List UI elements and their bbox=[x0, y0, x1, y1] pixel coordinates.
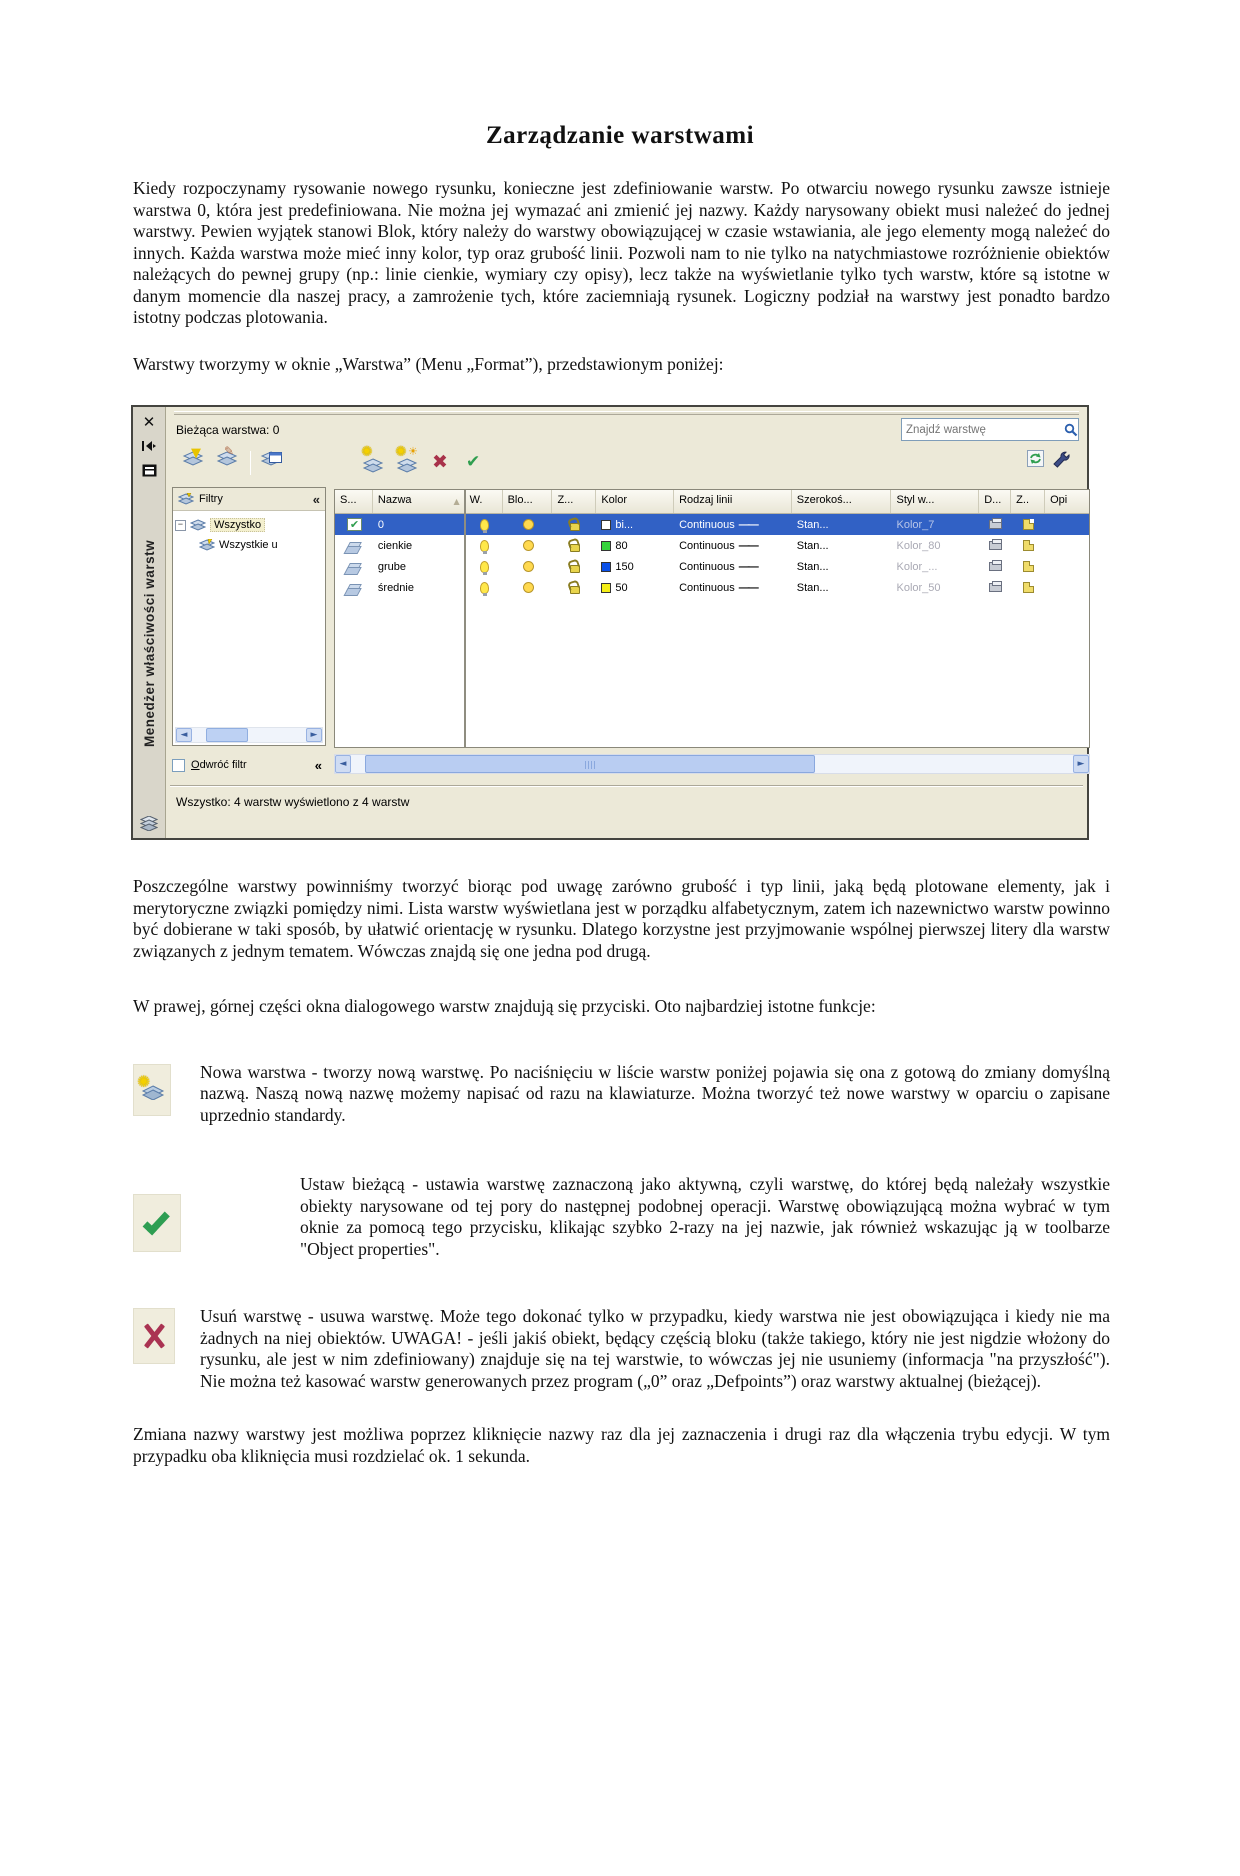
collapse-bottom-icon[interactable]: « bbox=[314, 757, 322, 773]
table-row[interactable] bbox=[335, 577, 1089, 598]
autohide-pin-icon[interactable] bbox=[139, 437, 159, 455]
dialog-side-strip bbox=[133, 407, 166, 838]
scrollbar-thumb[interactable] bbox=[365, 755, 815, 773]
dialog-vertical-title: Menedżer właściwości warstw bbox=[141, 539, 157, 748]
lineweight[interactable]: Stan... bbox=[796, 560, 829, 573]
layer-properties-manager-dialog bbox=[131, 405, 1089, 840]
window-intro-paragraph: Warstwy tworzymy w oknie „Warstwa” (Menu „Format”), przedstawionym poniżej: bbox=[133, 353, 724, 374]
vp-freeze-icon[interactable] bbox=[1023, 561, 1034, 572]
layer-name[interactable]: cienkie bbox=[377, 539, 413, 552]
close-icon[interactable]: ✕ bbox=[142, 413, 156, 431]
layers-icon bbox=[139, 814, 159, 832]
frozen-column-divider bbox=[464, 490, 466, 747]
scroll-left-icon[interactable]: ◄ bbox=[176, 728, 192, 742]
linetype: Continuous bbox=[679, 581, 735, 594]
layers-icon bbox=[190, 519, 206, 532]
lineweight-sample: —— bbox=[738, 518, 757, 531]
plot-icon[interactable] bbox=[989, 520, 1002, 529]
col-on[interactable]: W. bbox=[465, 490, 503, 513]
layer-name[interactable]: średnie bbox=[377, 581, 414, 594]
bullet-delete-layer bbox=[133, 1306, 1110, 1392]
lineweight[interactable]: Stan... bbox=[796, 539, 829, 552]
new-layer-icon bbox=[133, 1064, 171, 1116]
collapse-node-icon[interactable]: − bbox=[175, 520, 186, 531]
search-input[interactable] bbox=[902, 424, 1064, 436]
new-layer-vp-frozen-icon[interactable]: ✺ ☀ bbox=[396, 450, 422, 476]
bullet-new-layer bbox=[133, 1062, 1110, 1127]
plot-style[interactable]: Kolor_7 bbox=[896, 518, 935, 531]
dialog-grip[interactable] bbox=[174, 411, 1079, 415]
scrollbar-thumb[interactable] bbox=[206, 728, 248, 742]
color-swatch[interactable] bbox=[601, 520, 611, 530]
search-icon[interactable] bbox=[1064, 423, 1078, 437]
status-bar: Wszystko: 4 warstw wyświetlono z 4 warstw bbox=[176, 795, 410, 809]
filter-layers-icon bbox=[178, 493, 194, 506]
refresh-icon[interactable] bbox=[1027, 450, 1045, 476]
bullet-set-current bbox=[133, 1174, 1110, 1260]
page-title: Zarządzanie warstwami bbox=[485, 122, 755, 149]
scroll-right-icon[interactable]: ► bbox=[1073, 755, 1089, 773]
new-group-filter-icon[interactable]: ✎ bbox=[216, 450, 242, 476]
filters-panel bbox=[172, 487, 326, 746]
layer-on-icon[interactable] bbox=[480, 519, 489, 531]
layer-on-icon[interactable] bbox=[480, 561, 489, 573]
layer-lock-icon[interactable] bbox=[570, 586, 580, 594]
layer-lock-icon[interactable] bbox=[570, 565, 580, 573]
linetype: Continuous bbox=[679, 560, 735, 573]
layer-status-icon bbox=[347, 584, 363, 591]
layer-freeze-icon[interactable] bbox=[523, 582, 534, 593]
dialog-main-area bbox=[166, 407, 1087, 838]
lineweight-sample: —— bbox=[738, 581, 757, 594]
col-color[interactable]: Kolor bbox=[596, 490, 674, 513]
buttons-intro-paragraph: W prawej, górnej części okna dialogowego warstw znajdują się przyciski. Oto najbardziej istotne funkcje: bbox=[133, 996, 876, 1016]
new-layer-icon[interactable]: ✺ bbox=[362, 450, 388, 476]
col-vpfreeze[interactable]: Z.. bbox=[1011, 490, 1045, 513]
col-description[interactable]: Opi bbox=[1045, 490, 1089, 513]
layer-freeze-icon[interactable] bbox=[523, 561, 534, 572]
current-layer-label: Bieżąca warstwa: 0 bbox=[176, 423, 280, 437]
layer-lock-icon[interactable] bbox=[570, 544, 580, 552]
color-swatch[interactable] bbox=[601, 562, 611, 572]
after-dialog-paragraph: Poszczególne warstwy powinniśmy tworzyć biorąc pod uwagę zarówno grubość i typ linii, jaką będą plotowane elementy, jak i merytoryczne związki pomiędzy nimi. Lista warstw wyświetlana jest w porządku alfabetycznym, zatem ich nazewnictwo warstw powinno być dobierane w taki sposób, by ułatwić orientację w rysunku. Dlatego korzystne jest przyjmowanie wspólnej pierwszej litery dla warstw związanych z jednym tematem. Wówczas znajdą się one jedna pod drugą. bbox=[133, 876, 1110, 961]
star-badge-icon: ✺ bbox=[137, 1071, 151, 1091]
layer-status-icon bbox=[347, 563, 363, 570]
col-status[interactable]: S... bbox=[335, 490, 373, 513]
used-layers-icon bbox=[199, 539, 215, 552]
col-lock[interactable]: Z... bbox=[552, 490, 596, 513]
bullet-text: Ustaw bieżącą - ustawia warstwę zaznaczoną jako aktywną, czyli warstwę, do której będą należały wszystkie obiekty narysowane od tej pory do następnej podobnej operacji. Warstwę obowiązującą można wybrać w tym oknie za pomocą tego przycisku, klikając szybko 2-razy na jej nazwie, jak również wskazując ją w toolbarze "Object properties". bbox=[300, 1174, 1110, 1259]
plot-icon[interactable] bbox=[989, 562, 1002, 571]
linetype: Continuous bbox=[679, 518, 735, 531]
layer-on-icon[interactable] bbox=[480, 582, 489, 594]
vp-freeze-icon[interactable] bbox=[1023, 582, 1034, 593]
color-swatch[interactable] bbox=[601, 541, 611, 551]
invert-filter-row bbox=[172, 754, 326, 776]
settings-wrench-icon[interactable] bbox=[1051, 450, 1077, 476]
set-current-icon bbox=[133, 1194, 181, 1252]
col-linetype[interactable]: Rodzaj linii bbox=[674, 490, 792, 513]
set-current-icon[interactable]: ✔ bbox=[466, 452, 481, 472]
col-freeze[interactable]: Blo... bbox=[503, 490, 553, 513]
col-plotstyle[interactable]: Styl w... bbox=[891, 490, 979, 513]
col-plot[interactable]: D... bbox=[979, 490, 1011, 513]
tree-item-label[interactable]: Wszystko bbox=[210, 518, 265, 532]
table-horizontal-scrollbar[interactable] bbox=[334, 754, 1090, 774]
lineweight-sample: —— bbox=[738, 539, 757, 552]
layer-on-icon[interactable] bbox=[480, 540, 489, 552]
lineweight-sample: —— bbox=[738, 560, 757, 573]
delete-layer-icon[interactable]: ✖ bbox=[432, 451, 448, 473]
layer-states-manager-icon[interactable] bbox=[260, 450, 286, 476]
properties-menu-icon[interactable] bbox=[139, 461, 159, 479]
color-name: 50 bbox=[615, 581, 628, 594]
status-separator bbox=[170, 785, 1083, 787]
color-name: 80 bbox=[615, 539, 628, 552]
dialog-toolbar bbox=[166, 444, 1087, 479]
color-name: bi... bbox=[615, 518, 634, 531]
plot-icon[interactable] bbox=[989, 541, 1002, 550]
table-row[interactable] bbox=[335, 535, 1089, 556]
lineweight[interactable]: Stan... bbox=[796, 518, 829, 531]
layer-freeze-icon[interactable] bbox=[523, 519, 534, 530]
delete-layer-icon bbox=[133, 1308, 175, 1364]
table-header bbox=[335, 490, 1089, 514]
tree-item-all[interactable] bbox=[175, 515, 323, 535]
table-row[interactable] bbox=[335, 556, 1089, 577]
plot-style[interactable]: Kolor_... bbox=[896, 560, 938, 573]
color-name: 150 bbox=[615, 560, 634, 573]
tree-item-label[interactable]: Wszystkie u bbox=[219, 539, 278, 551]
filters-tree bbox=[175, 515, 323, 555]
rename-note-paragraph: Zmiana nazwy warstwy jest możliwa poprzez kliknięcie nazwy raz dla jej zaznaczenia i drugi raz dla włączenia trybu edycji. W tym przypadku oba kliknięcia musi rozdzielać ok. 1 sekunda. bbox=[133, 1424, 1110, 1466]
filters-panel-header bbox=[173, 488, 325, 511]
layer-lock-icon[interactable] bbox=[570, 523, 580, 531]
invert-filter-checkbox[interactable] bbox=[172, 759, 185, 772]
new-property-filter-icon[interactable]: ▼ bbox=[182, 450, 208, 476]
collapse-filters-icon[interactable]: « bbox=[312, 491, 320, 507]
plot-style[interactable]: Kolor_80 bbox=[896, 539, 941, 552]
vp-freeze-icon[interactable] bbox=[1023, 519, 1034, 530]
bullet-text: Usuń warstwę - usuwa warstwę. Może tego dokonać tylko w przypadku, kiedy warstwa nie jest obowiązująca i kiedy nie ma żadnych na niej obiektów. UWAGA! - jeśli jakiś obiekt, będący częścią bloku (także takiego, który nie jest nigdzie włożony do rysunku, ale jest w nim zdefiniowany) znajduje się na tej warstwie, to wówczas jej nie usuniemy (informacja "na przyszłość"). Nie można też kasować warstw generowanych przez program („0” oraz „Defpoints”) oraz warstwy aktualnej (bieżącej). bbox=[200, 1306, 1110, 1391]
tree-item-all-used[interactable] bbox=[175, 535, 323, 555]
lineweight[interactable]: Stan... bbox=[796, 581, 829, 594]
col-lineweight[interactable]: Szerokoś... bbox=[792, 490, 892, 513]
scroll-left-icon[interactable]: ◄ bbox=[335, 755, 351, 773]
search-box[interactable] bbox=[901, 418, 1079, 441]
table-row[interactable] bbox=[335, 514, 1089, 535]
layer-name[interactable]: 0 bbox=[377, 518, 385, 531]
scroll-right-icon[interactable]: ► bbox=[306, 728, 322, 742]
col-name[interactable]: Nazwa ▲ bbox=[373, 490, 465, 513]
invert-filter-label: Odwróć filtr bbox=[191, 759, 247, 771]
document-page bbox=[0, 122, 1240, 1876]
layer-freeze-icon[interactable] bbox=[523, 540, 534, 551]
color-swatch[interactable] bbox=[601, 583, 611, 593]
linetype: Continuous bbox=[679, 539, 735, 552]
layer-status-icon bbox=[347, 542, 363, 549]
intro-paragraph: Kiedy rozpoczynamy rysowanie nowego rysunku, konieczne jest zdefiniowanie warstw. Po otwarciu nowego rysunku zawsze istnieje warstwa 0, która jest predefiniowana. Nie można jej wymazać ani zmienić jej nazwy. Każdy narysowany obiekt musi należeć do jednej warstwy. Pewien wyjątek stanowi Blok, który należy do warstwy obowiązującej w czasie wstawiania, ale jego elementy mogą należeć do innych. Każda warstwa może mieć inny kolor, typ oraz grubość linii. Pozwoli nam to nie tylko na natychmiastowe rozróżnienie obiektów należących do pewnej grupy (np.: linie cienkie, wymiary czy opisy), lecz także na wyświetlanie tylko tych warstw, które są istotne w danym momencie dla naszej pracy, a zamrożenie tych, które zaciemniają rysunek. Logiczny podział na warstwy jest ponadto bardzo istotny podczas plotowania. bbox=[133, 178, 1110, 327]
plot-style[interactable]: Kolor_50 bbox=[896, 581, 941, 594]
layer-name[interactable]: grube bbox=[377, 560, 407, 573]
sort-asc-icon: ▲ bbox=[453, 497, 460, 506]
layer-table bbox=[334, 489, 1090, 748]
current-layer-status-icon: ✔ bbox=[347, 518, 362, 531]
plot-icon[interactable] bbox=[989, 583, 1002, 592]
filters-horizontal-scrollbar[interactable] bbox=[175, 727, 323, 743]
vp-freeze-icon[interactable] bbox=[1023, 540, 1034, 551]
bullet-text: Nowa warstwa - tworzy nową warstwę. Po naciśnięciu w liście warstw poniżej pojawia się ona z gotową do zmiany domyślną nazwą. Naszą nową nazwę możemy napisać od razu na klawiaturze. Można tworzyć też nowe warstwy w oparciu o zapisane uprzednio standardy. bbox=[200, 1061, 1110, 1125]
filters-title: Filtry bbox=[199, 493, 223, 505]
